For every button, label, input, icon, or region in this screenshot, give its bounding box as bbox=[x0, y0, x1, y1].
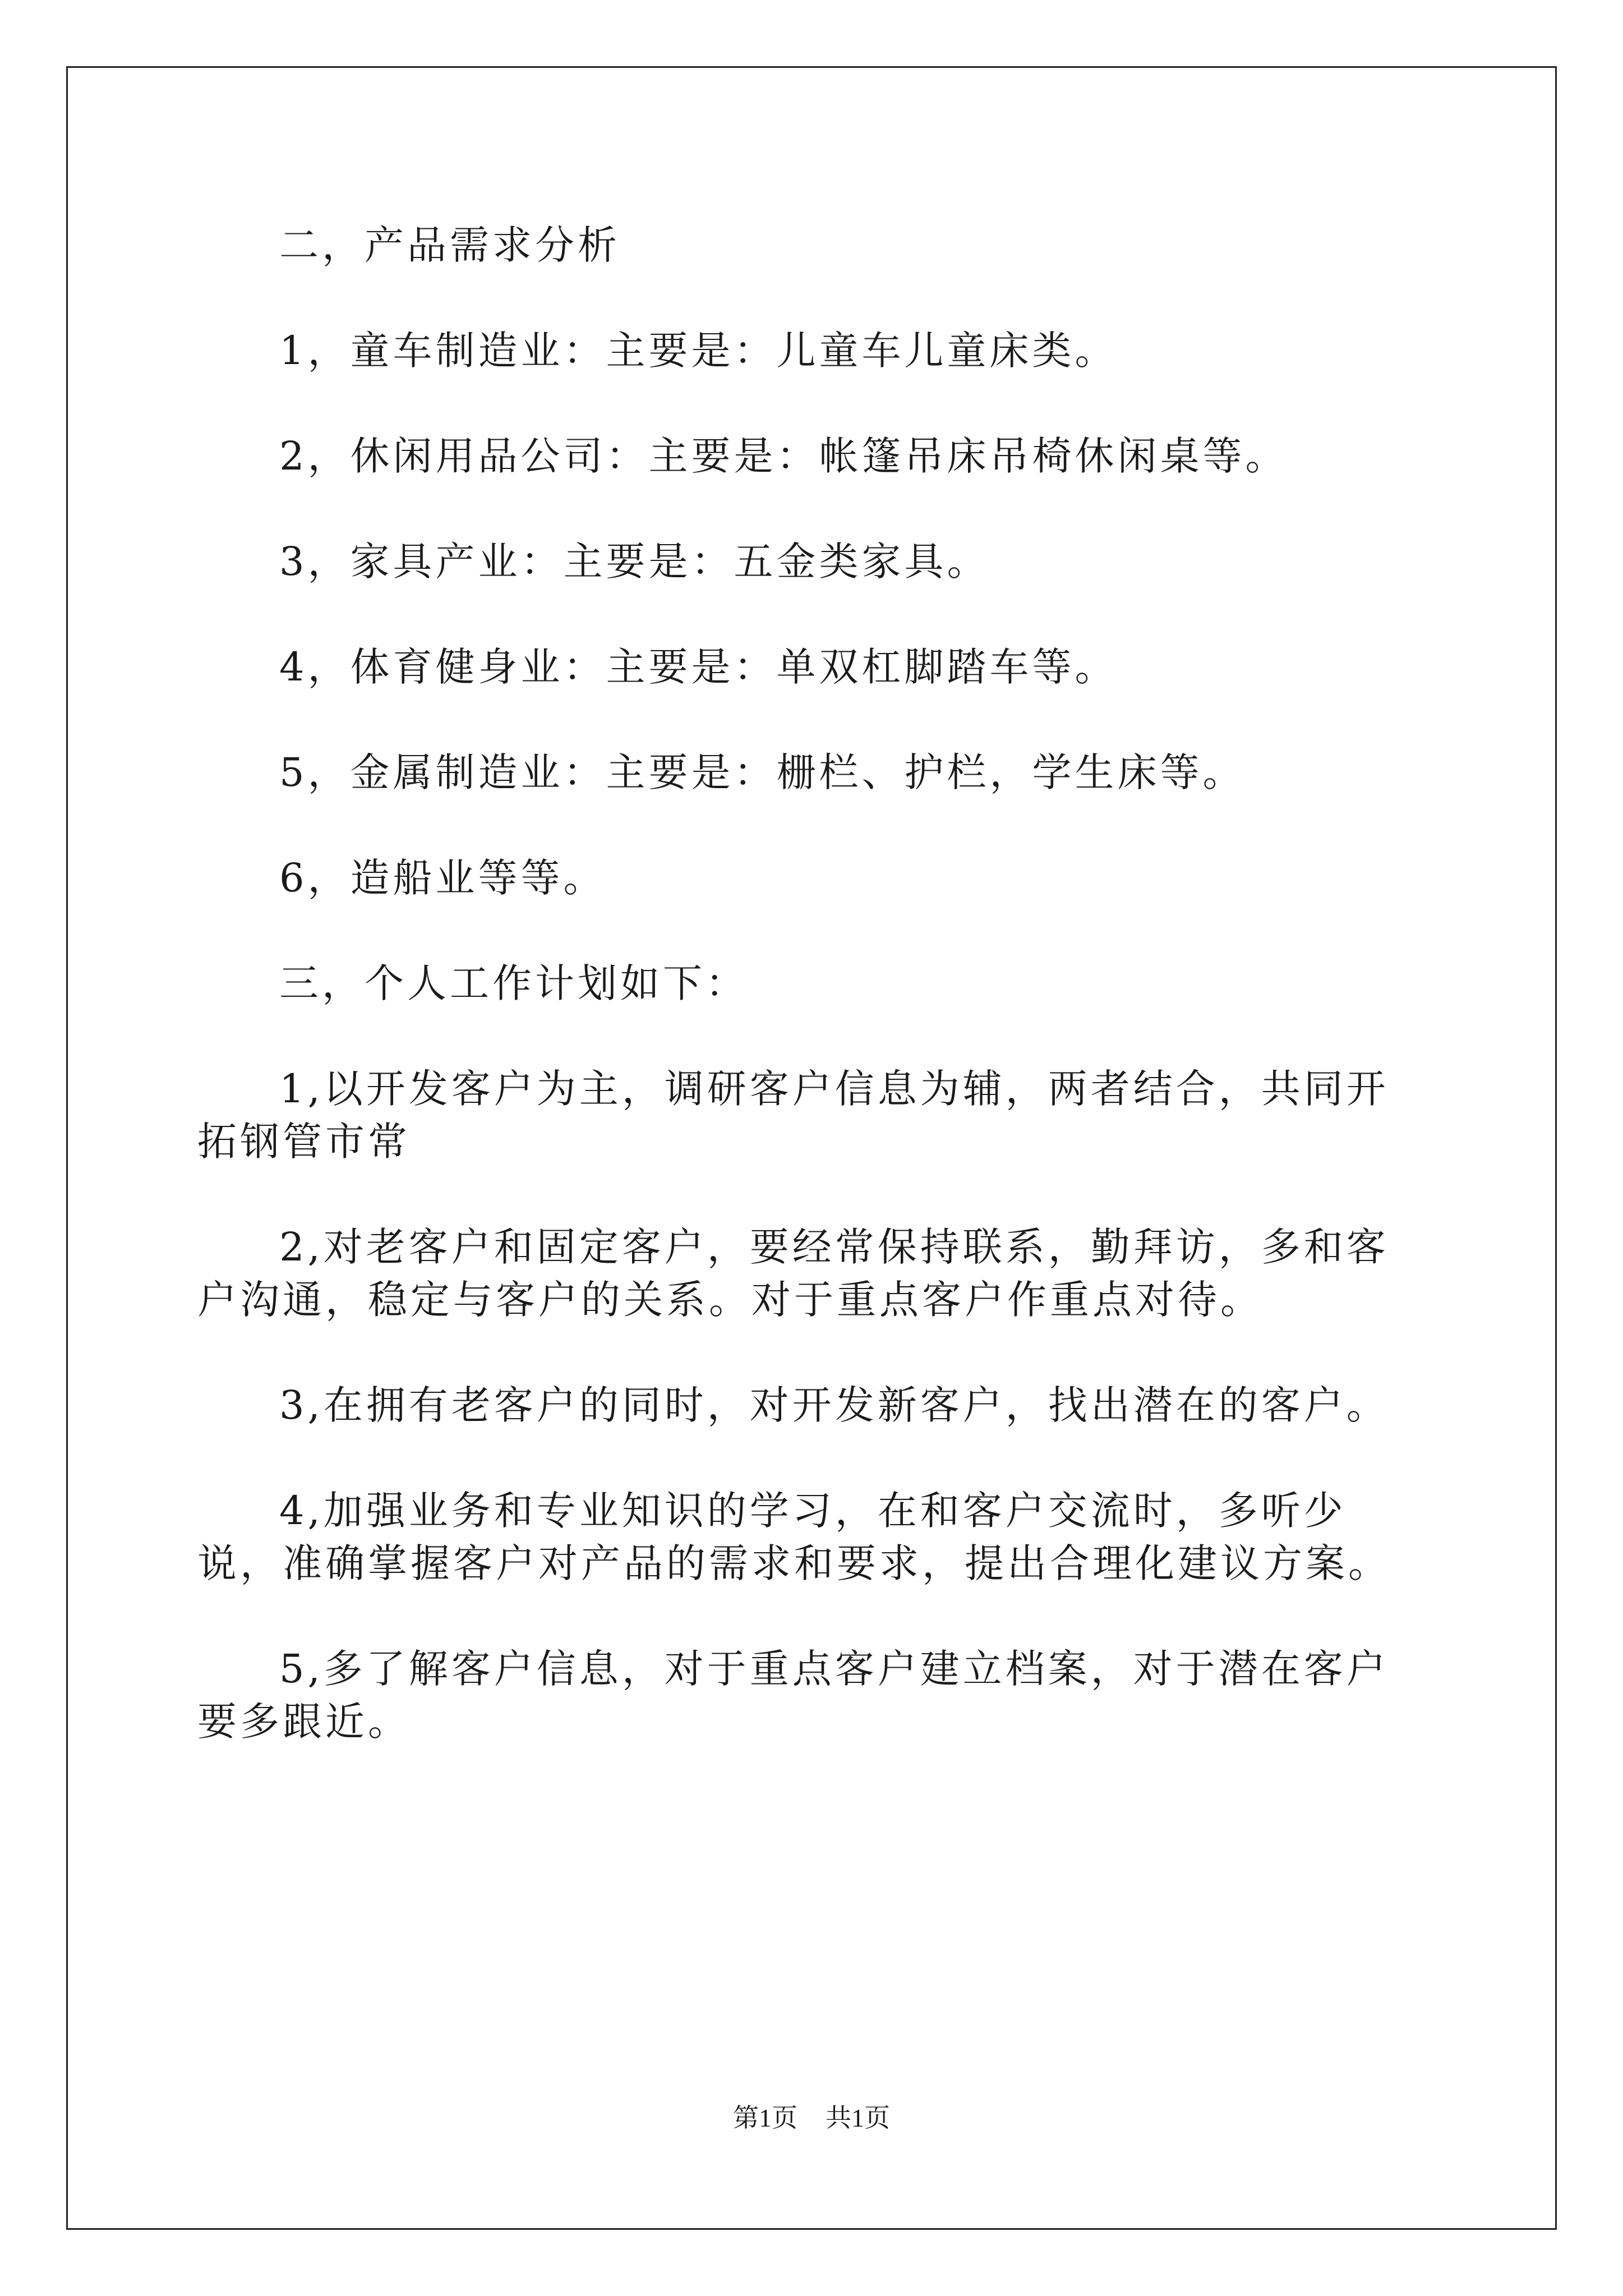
page-number-current: 第1页 bbox=[733, 2104, 797, 2132]
list-item: 2，休闲用品公司：主要是：帐篷吊床吊椅休闲桌等。 bbox=[279, 433, 1288, 479]
list-item: 4,加强业务和专业知识的学习，在和客户交流时，多听少说，准确掌握客户对产品的需求和要求，提出合理化建议方案。 bbox=[197, 1488, 1391, 1586]
page-footer bbox=[0, 2101, 1623, 2135]
section-heading-work-plan: 三，个人工作计划如下： bbox=[279, 960, 748, 1006]
list-item: 1,以开发客户为主，调研客户信息为辅，两者结合，共同开拓钢管市常 bbox=[197, 1066, 1389, 1165]
list-item: 2,对老客户和固定客户，要经常保持联系，勤拜访，多和客户沟通，稳定与客户的关系。对于重点客户作重点对待。 bbox=[197, 1224, 1389, 1323]
list-item: 3，家具产业：主要是：五金类家具。 bbox=[279, 539, 990, 585]
list-item: 5，金属制造业：主要是：栅栏、护栏，学生床等。 bbox=[279, 749, 1246, 795]
list-item: 1，童车制造业：主要是：儿童车儿童床类。 bbox=[279, 328, 1118, 374]
section-heading-product-analysis: 二，产品需求分析 bbox=[279, 222, 620, 268]
page-number-total: 共1页 bbox=[826, 2104, 890, 2132]
list-item: 6，造船业等等。 bbox=[279, 855, 606, 901]
list-item: 3,在拥有老客户的同时，对开发新客户，找出潜在的客户。 bbox=[279, 1382, 1389, 1428]
list-item: 4，体育健身业：主要是：单双杠脚踏车等。 bbox=[279, 644, 1118, 690]
list-item: 5,多了解客户信息，对于重点客户建立档案，对于潜在客户要多跟近。 bbox=[197, 1646, 1389, 1745]
document-body bbox=[197, 219, 1431, 1801]
